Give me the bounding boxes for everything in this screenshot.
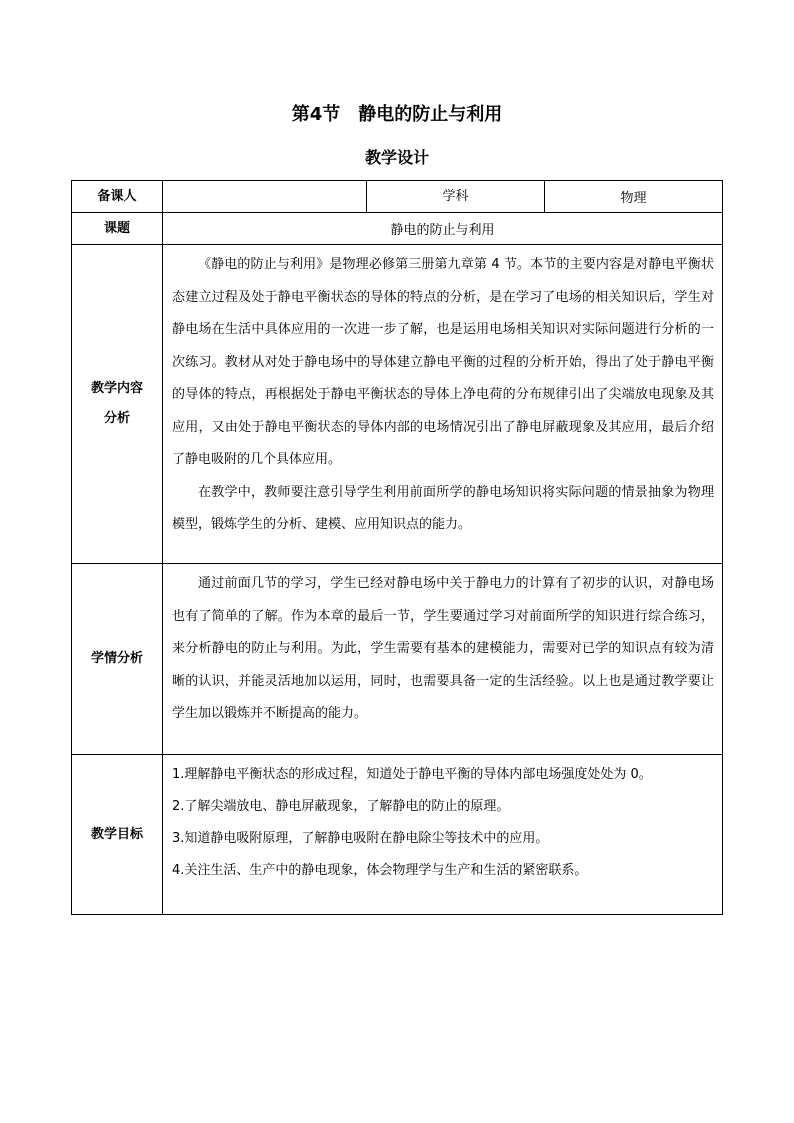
learner-analysis-text [163,564,723,755]
topic-value: 静电的防止与利用 [163,213,723,245]
content-analysis-label-line1: 教学内容 [90,381,143,396]
lesson-plan-table [71,180,723,915]
goals-row [72,755,723,915]
goals-label: 教学目标 [72,755,163,915]
lesson-title: 静电的防止与利用 [358,104,503,125]
document-title [0,101,794,129]
topic-label: 课题 [72,213,163,245]
content-analysis-label-line2: 分析 [103,411,130,426]
topic-row [72,213,723,245]
preparer-label: 备课人 [72,181,163,213]
subject-value: 物理 [545,181,723,213]
goal-item: 3.知道静电吸附原理，了解静电吸附在静电除尘等技术中的应用。 [172,831,549,846]
content-analysis-row [72,245,723,564]
goals-list [163,755,723,915]
content-analysis-label [72,245,163,564]
goal-item: 2.了解尖端放电、静电屏蔽现象，了解静电的防止的原理。 [172,799,510,814]
goal-item: 4.关注生活、生产中的静电现象，体会物理学与生产和生活的紧密联系。 [172,863,588,878]
goal-item: 1.理解静电平衡状态的形成过程，知道处于静电平衡的导体内部电场强度处处为 0。 [172,767,652,782]
subject-label: 学科 [367,181,545,213]
preparer-row [72,181,723,213]
document-subtitle: 教学设计 [364,148,429,167]
content-paragraph: 在教学中，教师要注意引导学生利用前面所学的静电场知识将实际问题的情景抽象为物理模型，锻炼学生的分析、建模、应用知识点的能力。 [172,484,714,532]
content-paragraph: 《静电的防止与利用》是物理必修第三册第九章第 4 节。本节的主要内容是对静电平衡状态建立过程及处于静电平衡状态的导体的特点的分析，是在学习了电场的相关知识后，学生对静电场在生活中具体应用的一次进一步了解，也是运用电场相关知识对实际问题进行分析的一次练习。教材从对处于静电场中的导体建立静电平衡的过程的分析开始，得出了处于静电平衡的导体的特点，再根据处于静电平衡状态的导体上净电荷的分布规律引出了尖端放电现象及其应用，又由处于静电平衡状态的导体内部的电场情况引出了静电屏蔽现象及其应用，最后介绍了静电吸附的几个具体应用。 [172,257,714,467]
section-number: 第4节 [291,104,341,125]
content-analysis-text [163,245,723,564]
learner-analysis-label: 学情分析 [72,564,163,755]
preparer-value [163,181,367,213]
learner-analysis-row [72,564,723,755]
learner-paragraph: 通过前面几节的学习，学生已经对静电场中关于静电力的计算有了初步的认识，对静电场也有了简单的了解。作为本章的最后一节，学生要通过学习对前面所学的知识进行综合练习，来分析静电的防止与利用。为此，学生需要有基本的建模能力，需要对已学的知识点有较为清晰的认识，并能灵活地加以运用，同时，也需要具备一定的生活经验。以上也是通过教学要让学生加以锻炼并不断提高的能力。 [172,576,714,721]
